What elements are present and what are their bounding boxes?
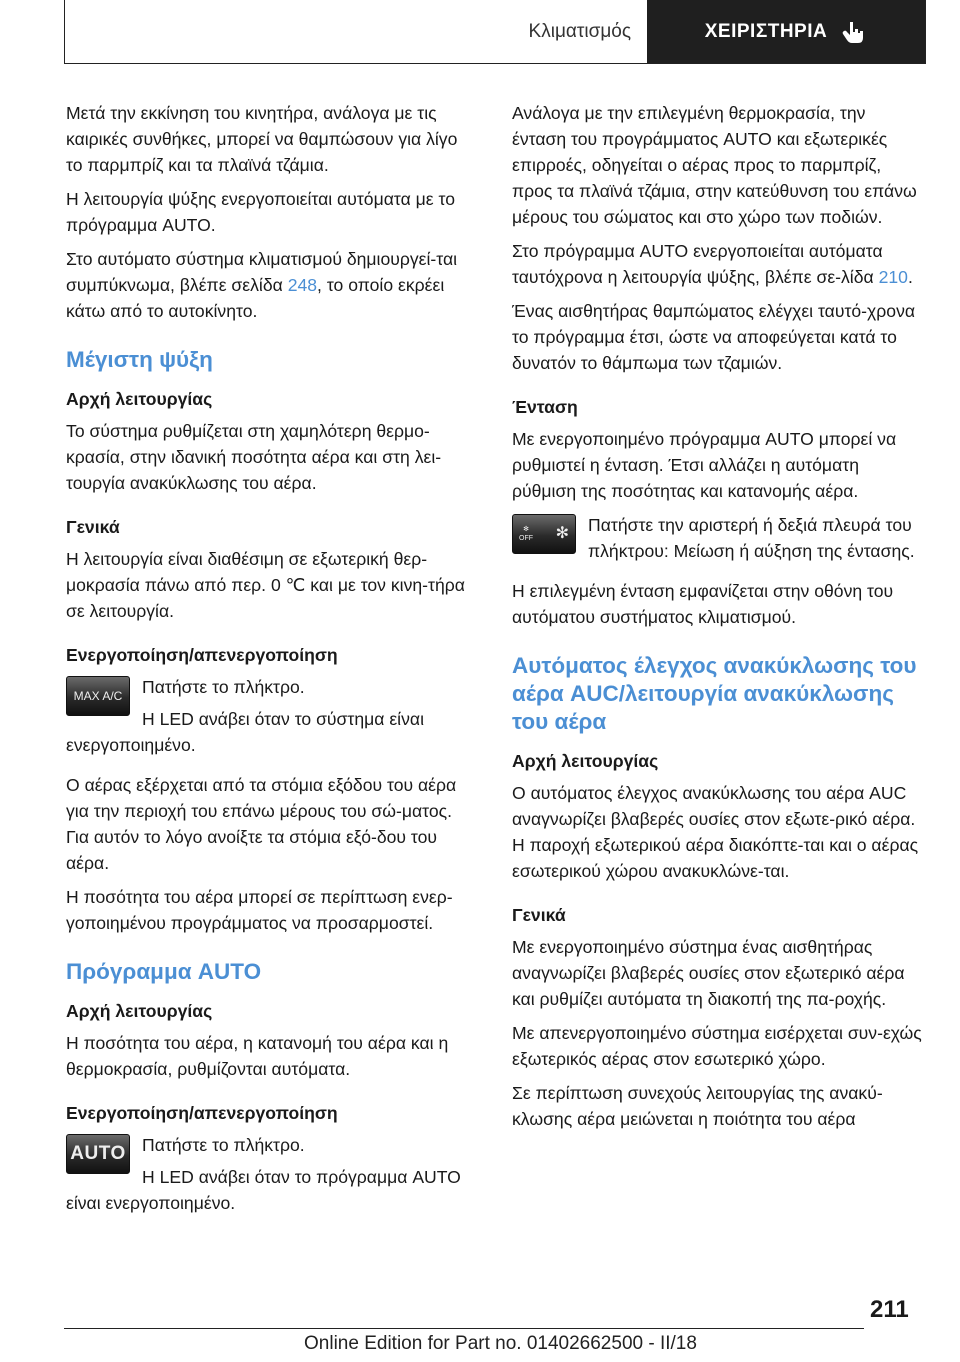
instruction: Πατήστε την αριστερή ή δεξιά πλευρά του πλήκτρου: Μείωση ή αύξηση της έντασης. — [588, 515, 915, 561]
pointing-hand-icon — [841, 19, 867, 45]
footer-divider — [64, 1328, 864, 1329]
text-span: . — [907, 267, 913, 287]
subheading-principle: Αρχή λειτουργίας — [66, 1001, 213, 1021]
fan-intensity-button-image — [512, 514, 576, 554]
subheading-intensity: Ένταση — [512, 397, 578, 417]
paragraph: Με ενεργοποιημένο σύστημα ένας αισθητήρας αναγνωρίζει βλαβερές ουσίες στον εξωτερικό αέρα και ρυθμίζει αυτόματα τη διακοπή της πα-ροχής. — [512, 937, 905, 1009]
paragraph: Μετά την εκκίνηση του κινητήρα, ανάλογα με τις καιρικές συνθήκες, μπορεί να θαμπώσουν για λίγο το παρμπρίζ και τα πλαϊνά τζάμια. — [66, 103, 458, 175]
subheading-general: Γενικά — [66, 517, 120, 537]
button-instruction — [66, 1132, 478, 1222]
max-ac-button-image: MAX A/C — [66, 676, 130, 716]
page-number: 211 — [870, 1296, 909, 1323]
paragraph: Ο αέρας εξέρχεται από τα στόμια εξόδου του αέρα για την περιοχή του επάνω μέρους του σώ-ματος. Για αυτόν το λόγο ανοίξτε τα στόμια εξό-δου του αέρα. — [66, 775, 457, 873]
paragraph: Ανάλογα με την επιλεγμένη θερμοκρασία, την ένταση του προγράμματος AUTO και εξωτερικές επιρροές, οδηγείται ο αέρας προς το παρμπρίζ, προς τα πλαϊνά τζάμια, στην κατεύθυνση του επάνω μέρους του σώματος και στο χώρο των ποδιών. — [512, 103, 917, 227]
paragraph: Με ενεργοποιημένο πρόγραμμα AUTO μπορεί να ρυθμιστεί η ένταση. Έτσι αλλάζει η αυτόματη ρύθμιση της ποσότητας και κατανομής αέρα. — [512, 429, 897, 501]
paragraph: Με απενεργοποιημένο σύστημα εισέρχεται συν-εχώς εξωτερικός αέρας στον εσωτερικό χώρο. — [512, 1023, 922, 1069]
paragraph — [66, 246, 478, 324]
subheading-general: Γενικά — [512, 905, 566, 925]
chapter-title: ΧΕΙΡΙΣΤΗΡΙΑ — [704, 20, 828, 42]
page-link-248[interactable]: 248 — [287, 275, 318, 295]
paragraph: Ένας αισθητήρας θαμπώματος ελέγχει ταυτό-χρονα το πρόγραμμα έτσι, ώστε να αποφεύγεται κατά το δυνατόν το θάμπωμα των τζαμιών. — [512, 301, 916, 373]
button-instruction — [512, 512, 924, 570]
button-instruction — [66, 674, 478, 764]
off-label: OFF — [519, 535, 533, 542]
instruction: Πατήστε το πλήκτρο. — [142, 677, 305, 697]
paragraph: Σε περίπτωση συνεχούς λειτουργίας της ανακύ-κλωσης αέρα μειώνεται η ποιότητα του αέρα — [512, 1083, 883, 1129]
footer-edition: Online Edition for Part no. 01402662500 - II/18 — [304, 1333, 697, 1354]
heading-auto-program: Πρόγραμμα AUTO — [66, 959, 262, 984]
fan-small-icon: ✻ OFF — [519, 526, 533, 542]
subheading-principle: Αρχή λειτουργίας — [66, 389, 213, 409]
chapter-tab — [647, 0, 925, 63]
fan-large-icon: ✻ — [555, 525, 569, 542]
paragraph: Η λειτουργία ψύξης ενεργοποιείται αυτόματα με το πρόγραμμα AUTO. — [66, 189, 455, 235]
text-span: Στο αυτόματο σύστημα κλιματισμού δημιουργεί-ται συμπύκνωμα, βλέπε σελίδα — [66, 249, 458, 295]
paragraph — [512, 238, 924, 290]
text-span: , το οποίο εκρέει κάτω από το αυτοκίνητο. — [66, 275, 445, 321]
subheading-principle: Αρχή λειτουργίας — [512, 751, 659, 771]
auto-button-image: AUTO — [66, 1134, 130, 1174]
subheading-onoff: Ενεργοποίηση/απενεργοποίηση — [66, 645, 338, 665]
paragraph: Το σύστημα ρυθμίζεται στη χαμηλότερη θερμο-κρασία, στην ιδανική ποσότητα αέρα και στη λει-τουργία ανακύκλωσης του αέρα. — [66, 421, 442, 493]
page-header — [64, 0, 926, 64]
left-column — [66, 100, 478, 1230]
paragraph: Η επιλεγμένη ένταση εμφανίζεται στην οθόνη του αυτόματου συστήματος κλιματισμού. — [512, 581, 894, 627]
heading-auc: Αυτόματος έλεγχος ανακύκλωσης του αέρα AUC/λειτουργία ανακύκλωσης του αέρα — [512, 653, 917, 734]
instruction: Η LED ανάβει όταν το πρόγραμμα AUTO είναι ενεργοποιημένο. — [66, 1167, 461, 1213]
instruction: Πατήστε το πλήκτρο. — [142, 1135, 305, 1155]
right-column — [512, 100, 924, 1140]
heading-max-cooling: Μέγιστη ψύξη — [66, 347, 213, 372]
paragraph: Η ποσότητα του αέρα, η κατανομή του αέρα και η θερμοκρασία, ρυθμίζονται αυτόματα. — [66, 1033, 449, 1079]
page-link-210[interactable]: 210 — [878, 267, 908, 287]
text-span: Στο πρόγραμμα AUTO ενεργοποιείται αυτόματα ταυτόχρονα η λειτουργία ψύξης, βλέπε σε-λίδα — [512, 241, 883, 287]
paragraph: Η ποσότητα του αέρα μπορεί σε περίπτωση ενερ-γοποιημένου προγράμματος να προσαρμοστεί. — [66, 887, 453, 933]
instruction: Η LED ανάβει όταν το σύστημα είναι ενεργοποιημένο. — [66, 709, 424, 755]
section-title: Κλιματισμός — [528, 20, 631, 42]
subheading-onoff: Ενεργοποίηση/απενεργοποίηση — [66, 1103, 338, 1123]
paragraph: Ο αυτόματος έλεγχος ανακύκλωσης του αέρα AUC αναγνωρίζει βλαβερές ουσίες στον εξωτε-ρικό αέρα. Η παροχή εξωτερικού αέρα διακόπτε-ται και ο αέρας εσωτερικού χώρου ανακυκλώνε-ται. — [512, 783, 919, 881]
paragraph: Η λειτουργία είναι διαθέσιμη σε εξωτερική θερ-μοκρασία πάνω από περ. 0 ℃ και με τον κινη-τήρα σε λειτουργία. — [66, 549, 465, 621]
